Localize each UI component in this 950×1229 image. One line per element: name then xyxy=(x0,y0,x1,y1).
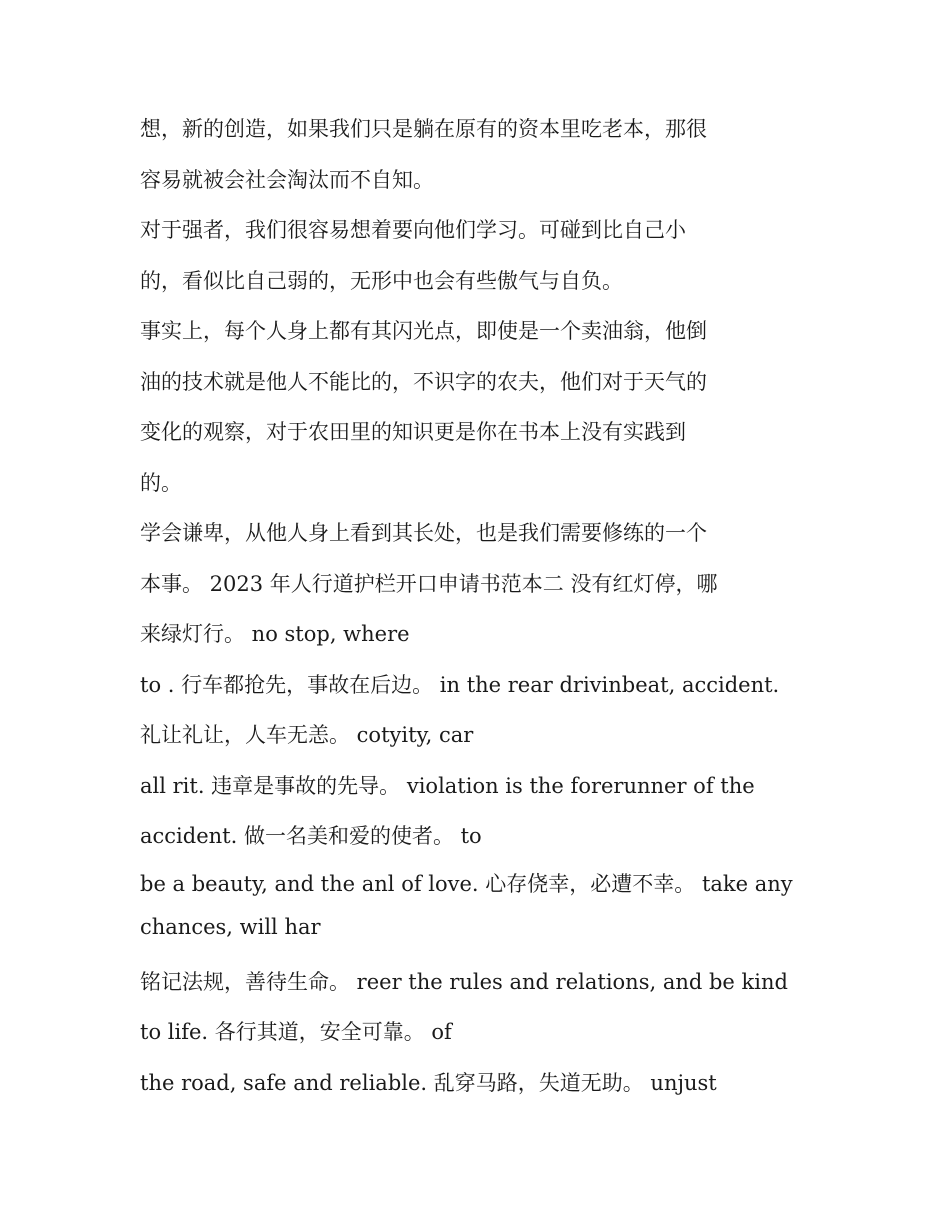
text-line: 事实上，每个人身上都有其闪光点，即使是一个卖油翁，他倒 xyxy=(140,319,707,343)
text-line: chances, will har xyxy=(140,914,321,939)
text-line: 想，新的创造，如果我们只是躺在原有的资本里吃老本，那很 xyxy=(140,117,707,141)
text-line: to . 行车都抢先，事故在后边。 in the rear drivinbeat, accident. xyxy=(140,672,780,697)
text-line: 变化的观察，对于农田里的知识更是你在书本上没有实践到 xyxy=(140,420,686,444)
text-line: be a beauty, and the anl of love. 心存侥幸，必遭不幸。 take any xyxy=(140,871,793,896)
text-line: 来绿灯行。 no stop, where xyxy=(140,622,410,646)
text-line: 的，看似比自己弱的，无形中也会有些傲气与自负。 xyxy=(140,268,623,293)
text-line: 礼让礼让，人车无恙。 cotyity, car xyxy=(140,723,474,747)
body-text xyxy=(140,104,820,1108)
text-line: 学会谦卑，从他人身上看到其长处，也是我们需要修练的一个 xyxy=(140,521,707,545)
text-line: to life. 各行其道，安全可靠。 of xyxy=(140,1020,452,1044)
text-line: all rit. 违章是事故的先导。 violation is the forerunner of the xyxy=(140,773,755,798)
text-line: 的。 xyxy=(140,470,182,495)
text-line: the road, safe and reliable. 乱穿马路，失道无助。 unjust xyxy=(140,1070,717,1095)
text-line: 油的技术就是他人不能比的，不识字的农夫，他们对于天气的 xyxy=(140,369,707,394)
text-line: 对于强者，我们很容易想着要向他们学习。可碰到比自己小 xyxy=(140,218,686,242)
text-line: 本事。 2023 年人行道护栏开口申请书范本二 没有红灯停，哪 xyxy=(140,571,718,596)
text-line: 铭记法规，善待生命。 reer the rules and relations, and be kind xyxy=(140,969,788,994)
text-line: accident. 做一名美和爱的使者。 to xyxy=(140,824,482,848)
text-line: 容易就被会社会淘汰而不自知。 xyxy=(140,167,434,192)
